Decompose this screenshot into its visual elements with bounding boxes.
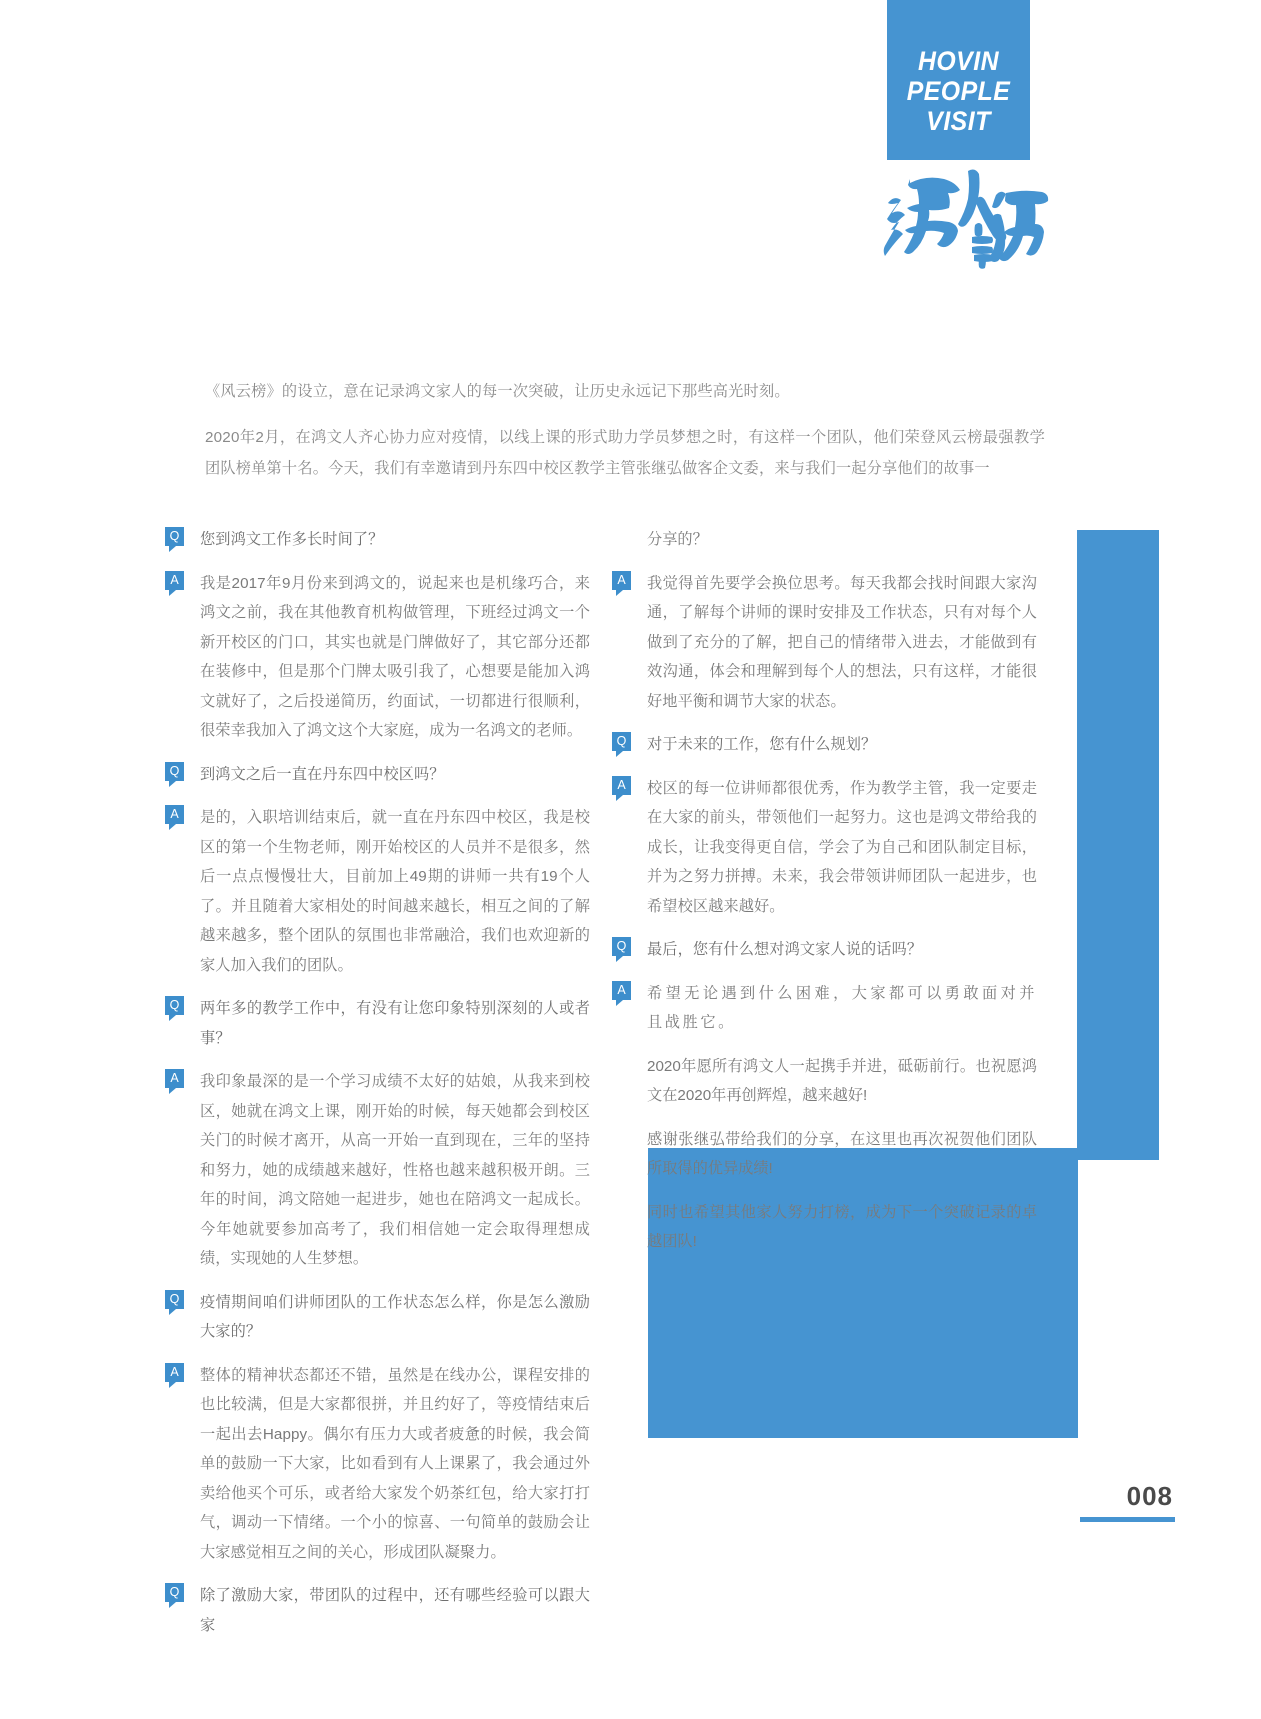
- intro-paragraph: 《风云榜》的设立，意在记录鸿文家人的每一次突破，让历史永远记下那些高光时刻。: [205, 383, 790, 400]
- answer-text: 我是2017年9月份来到鸿文的，说起来也是机缘巧合，来鸿文之前，我在其他教育机构做管理，下班经过鸿文一个新开校区的门口，其实也就是门牌做好了，其它部分还都在装修中，但是那个门牌太吸引我了，心想要是能加入鸿文就好了，之后投递简历，约面试，一切都进行很顺利，很荣幸我加入了鸿文这个大家庭，成为一名鸿文的老师。: [200, 574, 590, 739]
- qa-row: [165, 525, 590, 555]
- answer-text: 我印象最深的是一个学习成绩不太好的姑娘，从我来到校区，她就在鸿文上课，刚开始的时候，每天她都会到校区关门的时候才离开，从高一开始一直到现在，三年的坚持和努力，她的成绩越来越好，性格也越来越积极开朗。三年的时间，鸿文陪她一起进步，她也在陪鸿文一起成长。今年她就要参加高考了，我们相信她一定会取得理想成绩，实现她的人生梦想。: [200, 1073, 590, 1267]
- question-text: 您到鸿文工作多长时间了？: [200, 531, 384, 548]
- answer-text: 我觉得首先要学会换位思考。每天我都会找时间跟大家沟通，了解每个讲师的课时安排及工作状态，只有对每个人做到了充分的了解，把自己的情绪带入进去，才能做到有效沟通，体会和理解到每个人的想法，只有这样，才能很好地平衡和调节大家的状态。: [647, 574, 1037, 710]
- question-badge: Q: [165, 996, 184, 1015]
- qa-row: [165, 569, 590, 746]
- closing-paragraph: 2020年愿所有鸿文人一起携手并进，砥砺前行。也祝愿鸿文在2020年再创辉煌，越来越好!: [647, 1057, 1037, 1104]
- question-text: 对于未来的工作，您有什么规划？: [647, 736, 877, 753]
- badge-wrap: [165, 1067, 200, 1088]
- answer-badge: A: [612, 776, 631, 795]
- qa-column-right: [612, 525, 1037, 1271]
- qa-row: [165, 1067, 590, 1274]
- qa-row: [612, 774, 1037, 922]
- answer-badge: A: [612, 981, 631, 1000]
- answer-badge: A: [165, 1069, 184, 1088]
- question-badge: Q: [165, 762, 184, 781]
- badge-wrap: [165, 1288, 200, 1309]
- badge-wrap: [165, 994, 200, 1015]
- closing-paragraph: 同时也希望其他家人努力打榜，成为下一个突破记录的卓越团队!: [647, 1203, 1037, 1250]
- question-text: 两年多的教学工作中，有没有让您印象特别深刻的人或者事？: [200, 1000, 590, 1047]
- badge-wrap: [612, 979, 647, 1000]
- badge-wrap: [165, 760, 200, 781]
- question-badge: Q: [165, 527, 184, 546]
- decorative-block-right: [1077, 530, 1159, 1160]
- banner-line-1: HOVIN: [918, 46, 999, 76]
- answer-badge: A: [165, 1363, 184, 1382]
- qa-row: [612, 979, 1037, 1038]
- qa-row: [612, 730, 1037, 760]
- badge-wrap: [165, 569, 200, 590]
- qa-row: [612, 569, 1037, 717]
- question-continuation-text: 分享的？: [647, 531, 708, 548]
- closing-paragraph: 感谢张继弘带给我们的分享，在这里也再次祝贺他们团队所取得的优异成绩!: [647, 1130, 1037, 1177]
- question-text: 疫情期间咱们讲师团队的工作状态怎么样，你是怎么激励大家的？: [200, 1293, 590, 1340]
- answer-badge: A: [165, 805, 184, 824]
- qa-row: [165, 760, 590, 790]
- question-badge: Q: [612, 732, 631, 751]
- badge-wrap: [165, 1361, 200, 1382]
- qa-row: [165, 994, 590, 1053]
- brand-calligraphy-logo: [880, 165, 1050, 270]
- qa-row: [165, 1581, 590, 1640]
- banner-title: [887, 46, 1030, 136]
- intro-block: [205, 376, 1045, 499]
- badge-wrap: [165, 1581, 200, 1602]
- qa-row: [612, 935, 1037, 965]
- question-badge: Q: [165, 1290, 184, 1309]
- intro-paragraph: 2020年2月，在鸿文人齐心协力应对疫情，以线上课的形式助力学员梦想之时，有这样一个团队，他们荣登风云榜最强教学团队榜单第十名。今天，我们有幸邀请到丹东四中校区教学主管张继弘做客企文委，来与我们一起分享他们的故事一: [205, 429, 1045, 477]
- page-number: 008: [1126, 1481, 1173, 1511]
- question-text: 最后，您有什么想对鸿文家人说的话吗？: [647, 941, 923, 958]
- badge-wrap: [612, 569, 647, 590]
- answer-badge: A: [612, 571, 631, 590]
- question-text: 到鸿文之后一直在丹东四中校区吗？: [200, 765, 445, 783]
- question-text: 除了激励大家，带团队的过程中，还有哪些经验可以跟大家: [200, 1587, 590, 1634]
- badge-wrap: [612, 935, 647, 956]
- page-footer: [0, 1481, 1261, 1541]
- footer-rule: [1080, 1517, 1175, 1522]
- answer-text: 校区的每一位讲师都很优秀，作为教学主管，我一定要走在大家的前头，带领他们一起努力。这也是鸿文带给我的成长，让我变得更自信，学会了为自己和团队制定目标，并为之努力拼搏。未来，我会带领讲师团队一起进步，也希望校区越来越好。: [647, 779, 1037, 915]
- qa-row: [165, 803, 590, 980]
- badge-wrap: [165, 803, 200, 824]
- answer-badge: A: [165, 571, 184, 590]
- badge-wrap: [612, 774, 647, 795]
- badge-wrap: [612, 730, 647, 751]
- answer-text: 整体的精神状态都还不错，虽然是在线办公，课程安排的也比较满，但是大家都很拼，并且约好了，等疫情结束后一起出去Happy。偶尔有压力大或者疲惫的时候，我会简单的鼓励一下大家，比如看到有人上课累了，我会通过外卖给他买个可乐，或者给大家发个奶茶红包，给大家打打气，调动一下情绪。一个小的惊喜、一句简单的鼓励会让大家感觉相互之间的关心，形成团队凝聚力。: [200, 1366, 590, 1561]
- banner-line-2: PEOPLE: [906, 76, 1011, 106]
- answer-text: 希望无论遇到什么困难，大家都可以勇敢面对并且战胜它。: [647, 984, 1037, 1031]
- question-badge: Q: [612, 937, 631, 956]
- badge-wrap: [165, 525, 200, 546]
- banner-line-3: VISIT: [926, 106, 991, 136]
- answer-text: 是的，入职培训结束后，就一直在丹东四中校区，我是校区的第一个生物老师，刚开始校区的人员并不是很多，然后一点点慢慢壮大，目前加上49期的讲师一共有19个人了。并且随着大家相处的时间越来越长，相互之间的了解越来越多，整个团队的氛围也非常融洽，我们也欢迎新的家人加入我们的团队。: [200, 809, 590, 974]
- header-banner: [887, 0, 1030, 160]
- question-badge: Q: [165, 1583, 184, 1602]
- qa-row: [165, 1288, 590, 1347]
